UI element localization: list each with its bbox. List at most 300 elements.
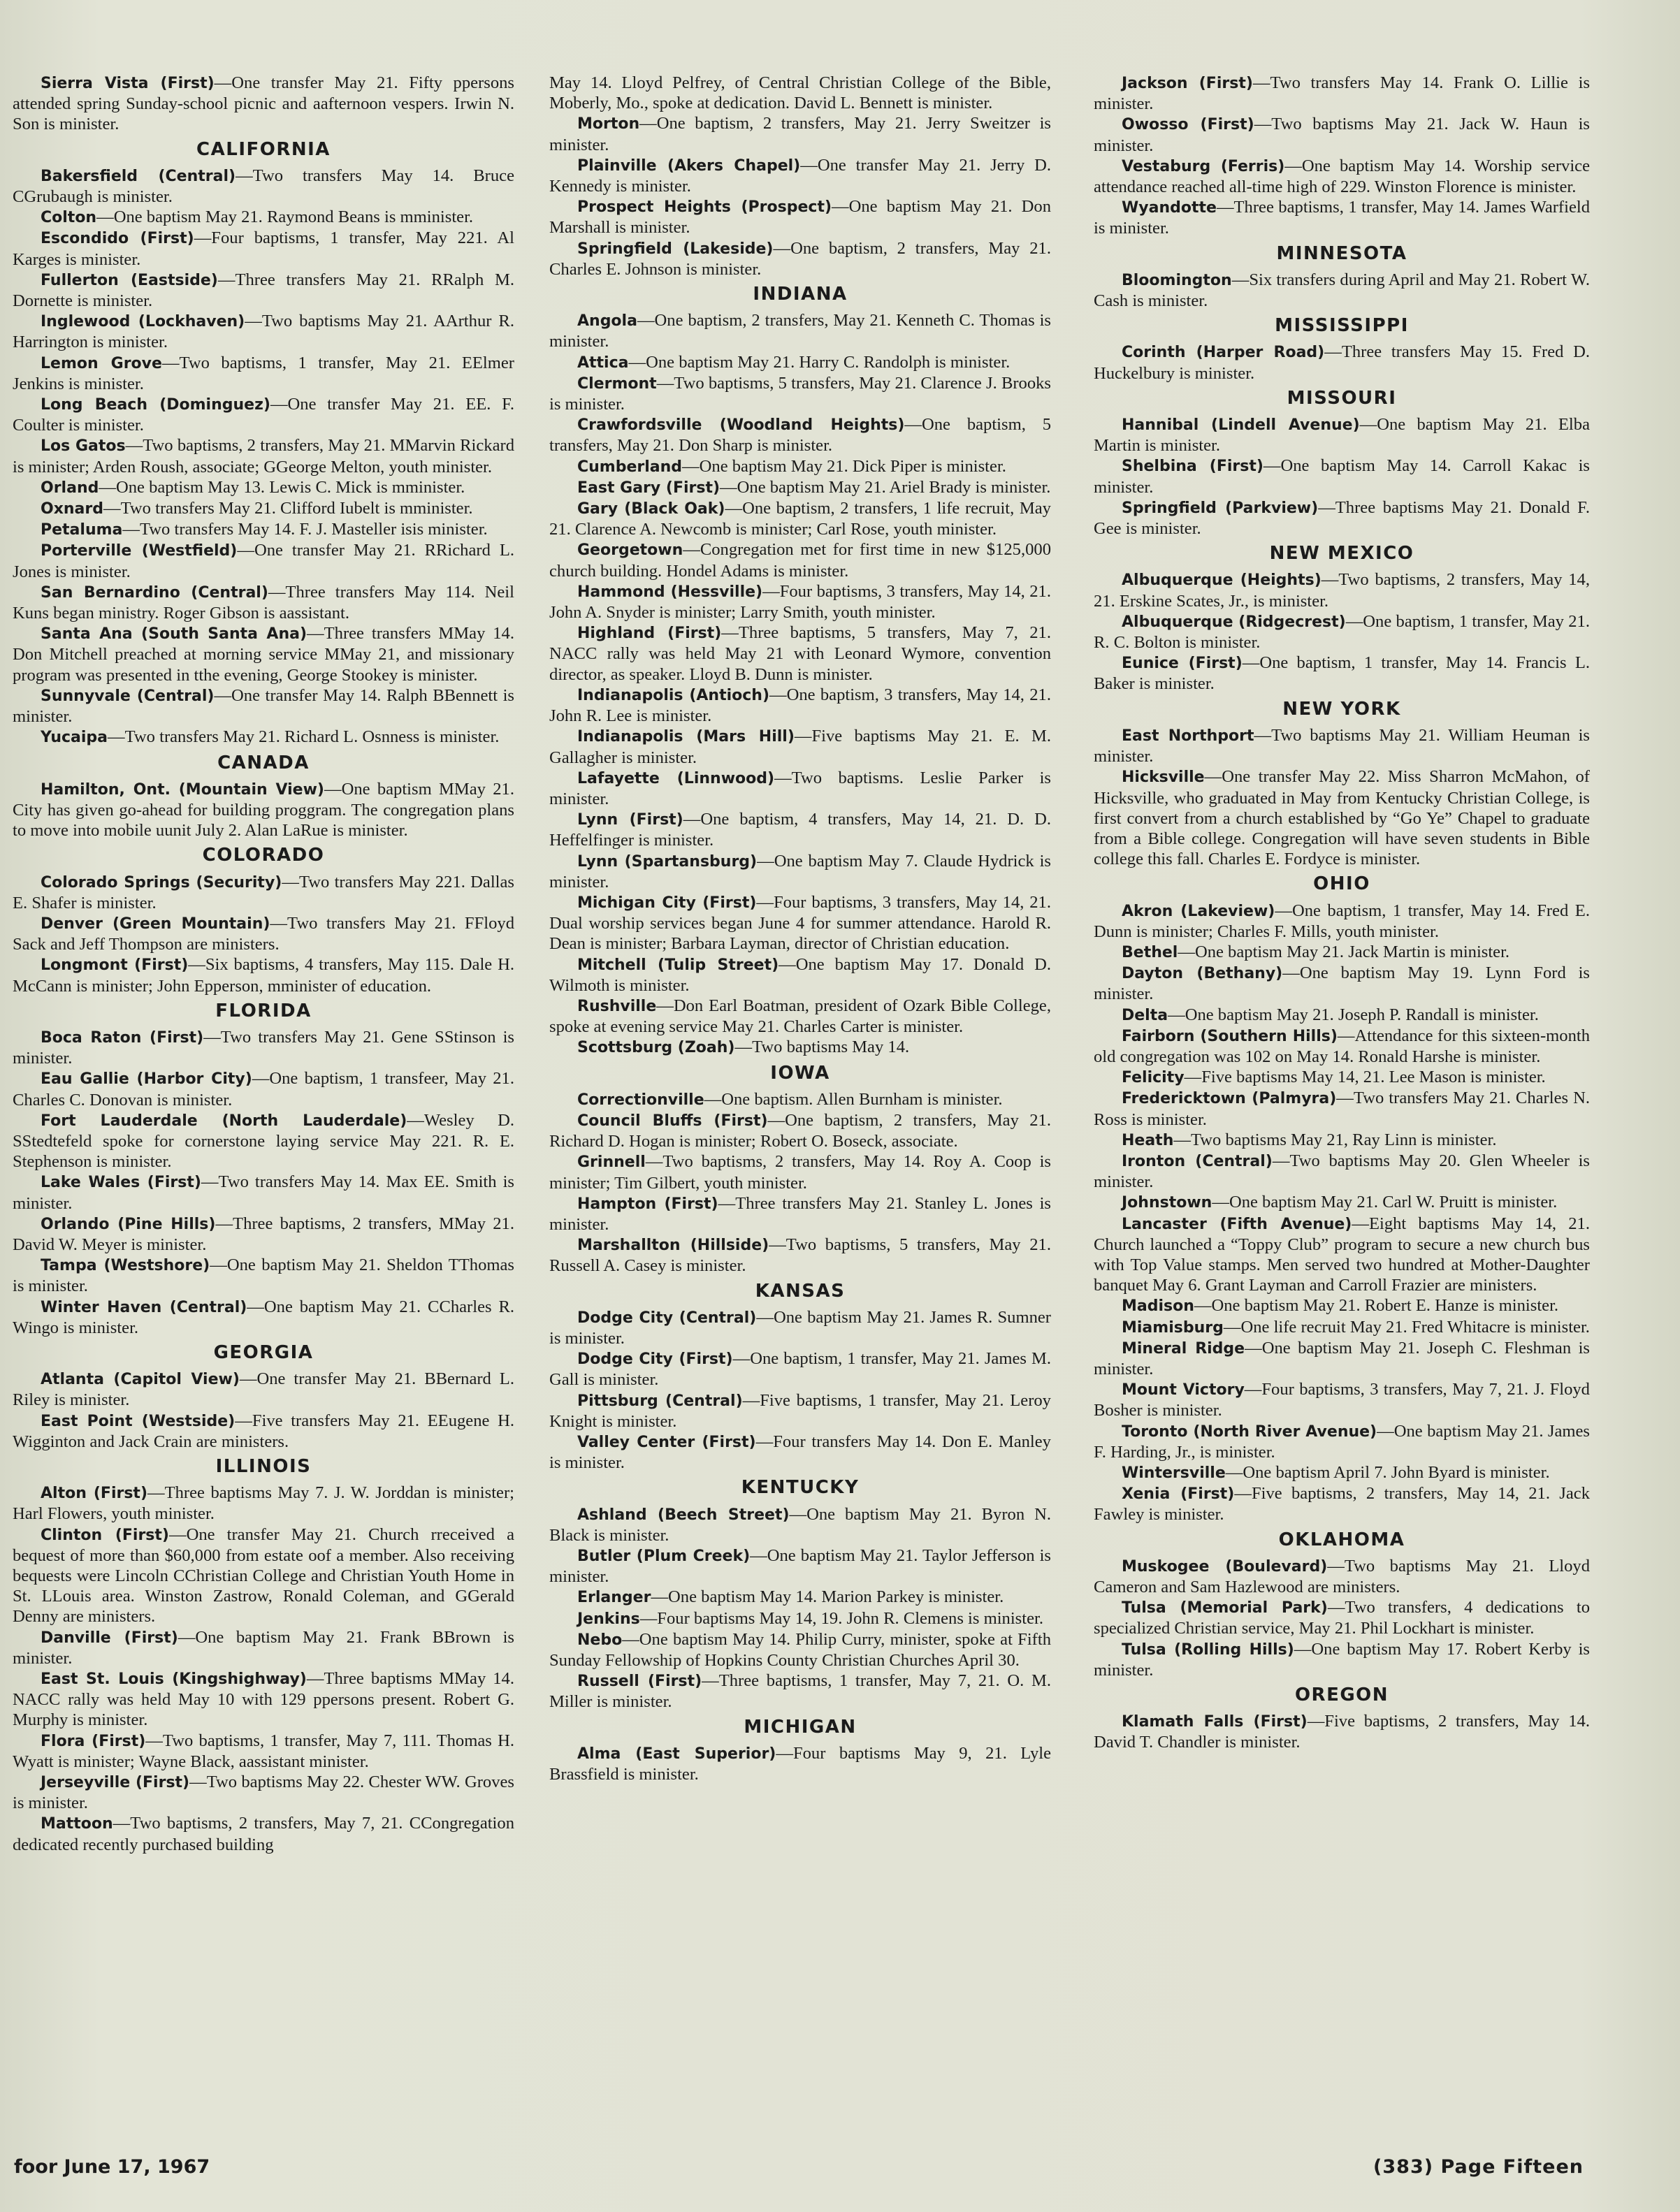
church-report-entry	[1094, 766, 1590, 869]
report-text: —One baptism, 1 transfer, May 21. James M. Gall is minister.	[549, 1349, 1052, 1390]
church-report-entry	[13, 582, 514, 623]
church-report-entry	[13, 353, 514, 394]
report-text: —Three baptisms, 1 transfer, May 14. James Warfield is minister.	[1094, 198, 1590, 238]
church-name: Vestaburg (Ferris)	[1122, 157, 1285, 175]
church-report-entry	[549, 1743, 1051, 1784]
church-name: Felicity	[1122, 1069, 1185, 1087]
church-report-entry	[549, 1629, 1051, 1671]
church-name: Johnstown	[1122, 1194, 1212, 1212]
church-name: Bakersfield (Central)	[41, 167, 236, 185]
church-name: Lake Wales (First)	[41, 1174, 201, 1192]
state-heading: GEORGIA	[213, 1341, 314, 1363]
state-heading: ILLINOIS	[215, 1456, 312, 1477]
report-text: —One baptism May 14. Philip Curry, minister, spoke at Fifth Sunday Fellowship of Hopkins County Christian Churches April 30.	[549, 1629, 1051, 1671]
state-heading: KENTUCKY	[741, 1477, 860, 1499]
report-text: —One baptism May 14. Carroll Kakac is minister.	[1094, 456, 1590, 497]
state-heading: COLORADO	[202, 845, 325, 866]
church-report-entry	[1094, 1026, 1590, 1067]
church-name: Tulsa (Rolling Hills)	[1122, 1640, 1294, 1659]
church-name: Inglewood (Lockhaven)	[41, 313, 245, 331]
church-report-entry	[1094, 653, 1590, 694]
state-heading: NEW MEXICO	[1269, 543, 1414, 565]
report-text: —Five baptisms May 14, 21. Lee Mason is minister.	[1184, 1068, 1546, 1087]
report-text: —One baptism, 1 transfer, May 14. Fred E. Dunn is minister; Charles F. Mills, youth minister.	[1094, 901, 1590, 941]
church-report-entry	[13, 1813, 514, 1854]
church-name: Nebo	[577, 1631, 623, 1649]
church-report-entry	[1094, 1214, 1590, 1296]
church-report-entry	[1094, 1338, 1590, 1379]
church-report-entry	[1094, 569, 1590, 611]
church-report-entry	[549, 113, 1051, 154]
report-text: —Four baptisms, 3 transfers, May 14, 21. John A. Snyder is minister; Larry Smith, youth minister.	[549, 581, 1051, 623]
report-text: —Eight baptisms May 14, 21. Church launched a “Toppy Club” program to secure a new church bus with Top Value stamps. Men served two hundred at Mother-Daughter banquet May 6. Grant Layman and Carroll Frazier are ministers.	[1094, 1214, 1591, 1295]
church-report-entry	[13, 73, 514, 135]
church-report-entry	[549, 1307, 1051, 1348]
church-report-entry	[1094, 497, 1590, 539]
church-report-entry	[549, 1193, 1051, 1235]
church-report-entry	[549, 1671, 1051, 1712]
report-text: —One life recruit May 21. Fred Whitacre is minister.	[1223, 1317, 1590, 1337]
church-report-entry	[13, 779, 514, 841]
report-text: —Three transfers MMay 14. Don Mitchell preached at morning service MMay 21, and missionary program was presented in tthe evening, George Stookey is minister.	[13, 624, 515, 685]
church-name: Morton	[577, 115, 640, 133]
report-text: —Three transfers May 15. Fred D. Huckelbury is minister.	[1094, 342, 1590, 383]
report-text: —One baptism May 13. Lewis C. Mick is mminister.	[99, 477, 465, 497]
church-name: Heath	[1122, 1131, 1174, 1149]
report-text: —Two transfers May 14. Frank O. Lillie is minister.	[1094, 73, 1591, 114]
report-text: —One baptism, 3 transfers, May 14, 21. John R. Lee is minister.	[549, 685, 1051, 726]
church-name: Valley Center (First)	[577, 1434, 756, 1451]
church-name: Akron (Lakeview)	[1122, 902, 1275, 920]
church-name: Springfield (Lakeside)	[577, 240, 774, 258]
church-name: Lafayette (Linnwood)	[577, 769, 775, 787]
report-text: —Two transfers May 14. Bruce CGrubaugh is minister.	[13, 166, 514, 207]
church-report-entry	[549, 954, 1051, 996]
report-text: —Two baptisms, 2 transfers, May 14, 21. Erskine Scates, Jr., is minister.	[1094, 570, 1590, 611]
church-report-entry	[1094, 1088, 1590, 1129]
church-report-entry	[549, 581, 1051, 623]
church-name: Wyandotte	[1122, 199, 1217, 217]
report-text: May 14. Lloyd Pelfrey, of Central Christian College of the Bible, Moberly, Mo., spoke at dedication. David L. Bennett is minister.	[549, 73, 1051, 113]
church-name: Colorado Springs (Security)	[41, 873, 282, 892]
church-report-entry	[549, 539, 1051, 581]
report-text: —Two baptisms May 14.	[734, 1038, 910, 1057]
report-text: —Three baptisms MMay 14. NACC rally was held May 10 with 129 ppersons present. Robert G. Murphy is minister.	[13, 1669, 514, 1730]
church-name: Lynn (Spartansburg)	[577, 852, 758, 871]
state-heading: INDIANA	[753, 284, 848, 305]
church-name: Clinton (First)	[41, 1526, 169, 1544]
footer-date: foor June 17, 1967	[14, 2156, 210, 2178]
church-report-entry	[1094, 1597, 1590, 1638]
church-report-entry	[549, 892, 1051, 954]
report-text: —One baptism May 21. Ariel Brady is minister.	[720, 477, 1051, 497]
church-name: Hammond (Hessville)	[577, 583, 763, 601]
church-name: Clermont	[577, 374, 657, 393]
church-report-entry	[13, 727, 514, 748]
state-heading: OKLAHOMA	[1278, 1529, 1405, 1550]
church-name: Lemon Grove	[41, 354, 162, 372]
report-text: —Two baptisms, 1 transfer, May 7, 111. Thomas H. Wyatt is minister; Wayne Black, aassistant minister.	[13, 1731, 514, 1771]
church-name: Madison	[1122, 1297, 1194, 1316]
church-report-entry	[13, 498, 514, 519]
report-text: —One transfer May 21. Jerry D. Kennedy is minister.	[549, 155, 1051, 196]
state-heading: OHIO	[1313, 873, 1370, 895]
report-text: —Two transfers May 21. Richard L. Osnness is minister.	[108, 727, 500, 747]
church-name: Alton (First)	[41, 1485, 148, 1503]
column-2	[549, 73, 1051, 1784]
church-report-entry	[549, 1037, 1051, 1058]
church-report-entry	[13, 954, 514, 996]
church-report-entry	[1094, 725, 1590, 766]
church-name: Owosso (First)	[1122, 116, 1254, 134]
church-name: Danville (First)	[41, 1629, 178, 1647]
church-report-entry	[549, 809, 1051, 850]
report-text: —Four baptisms May 9, 21. Lyle Brassfield is minister.	[549, 1743, 1052, 1784]
church-name: San Bernardino (Central)	[41, 583, 268, 602]
church-report-entry	[1094, 611, 1590, 653]
church-name: Corinth (Harper Road)	[1122, 344, 1325, 362]
church-name: Toronto (North River Avenue)	[1122, 1422, 1377, 1441]
church-name: Oxnard	[41, 500, 103, 518]
report-text: —Two baptisms, 2 transfers, May 21. MMarvin Rickard is minister; Arden Roush, associate; GGeorge Melton, youth minister.	[13, 436, 515, 476]
church-name: Orlando (Pine Hills)	[41, 1215, 216, 1233]
report-text: —One transfer May 21. RRichard L. Jones is minister.	[13, 541, 514, 581]
report-text: —Two baptisms, 2 transfers, May 14. Roy A. Coop is minister; Tim Gilbert, youth minister.	[549, 1152, 1051, 1193]
church-report-entry	[1094, 156, 1590, 197]
report-text: —Three baptisms, 1 transfer, May 7, 21. O. M. Miller is minister.	[549, 1671, 1051, 1712]
report-text: —Two transfers, 4 dedications to specialized Christian service, May 21. Phil Lockhart is minister.	[1094, 1598, 1590, 1638]
church-report-entry	[1094, 1005, 1590, 1026]
church-name: East Point (Westside)	[41, 1412, 236, 1430]
church-report-entry	[549, 1110, 1051, 1151]
report-text: —Three transfers May 21. RRalph M. Dornette is minister.	[13, 270, 514, 311]
report-text: —One baptism May 14. Marion Parkey is minister.	[651, 1587, 1004, 1607]
report-text: —One baptism May 21. Jack Martin is minister.	[1178, 942, 1510, 961]
church-name: Ashland (Beech Street)	[577, 1506, 790, 1524]
church-report-entry	[13, 623, 514, 685]
state-heading: CANADA	[217, 752, 310, 773]
church-name: Jenkins	[577, 1610, 640, 1628]
church-name: Orland	[41, 479, 99, 497]
church-report-entry	[1094, 414, 1590, 456]
church-report-entry	[1094, 1192, 1590, 1213]
church-report-entry	[13, 1483, 514, 1524]
church-report-entry	[13, 394, 514, 435]
report-text: —Two transfers May 221. Dallas E. Shafer is minister.	[13, 872, 514, 912]
church-report-entry	[1094, 901, 1590, 942]
church-report-entry	[549, 456, 1051, 477]
report-text: —Two transfers May 14. F. J. Masteller isis minister.	[122, 520, 488, 539]
church-report-entry	[13, 228, 514, 269]
state-heading: IOWA	[770, 1062, 830, 1084]
church-name: Springfield (Parkview)	[1122, 499, 1319, 517]
report-text: —Five transfers May 21. EEugene H. Wigginton and Jack Crain are ministers.	[13, 1411, 514, 1451]
church-report-entry	[13, 1731, 514, 1772]
church-report-entry	[1094, 197, 1590, 238]
church-name: Lancaster (Fifth Avenue)	[1122, 1215, 1352, 1233]
report-text: —One baptism May 14. Worship service attendance reached all-time high of 229. Winston Florence is minister.	[1094, 156, 1590, 197]
church-name: Ironton (Central)	[1122, 1152, 1273, 1170]
church-report-entry	[549, 1587, 1051, 1608]
report-text: —Three baptisms May 21. Donald F. Gee is minister.	[1094, 497, 1590, 539]
church-name: Alma (East Superior)	[577, 1745, 776, 1763]
church-report-entry	[549, 498, 1051, 539]
church-report-entry	[13, 207, 514, 228]
church-report-entry	[549, 726, 1051, 767]
church-name: Yucaipa	[41, 729, 108, 747]
church-name: Dodge City (Central)	[577, 1309, 757, 1327]
report-text: —One baptism May 17. Donald D. Wilmoth is minister.	[549, 954, 1051, 995]
church-name: Council Bluffs (First)	[577, 1112, 768, 1130]
report-text: —One baptism May 21. Robert E. Hanze is minister.	[1194, 1296, 1559, 1316]
church-name: Attica	[577, 354, 629, 372]
report-text: —Three baptisms May 7. J. W. Jorddan is minister; Harl Flowers, youth minister.	[13, 1483, 514, 1524]
church-name: Dayton (Bethany)	[1122, 965, 1283, 983]
church-name: Bloomington	[1122, 271, 1232, 289]
report-text: —One baptism, 2 transfers, May 21. Jerry Sweitzer is minister.	[549, 114, 1051, 154]
church-name: Pittsburg (Central)	[577, 1392, 743, 1410]
church-name: Rushville	[577, 997, 657, 1015]
church-name: Scottsburg (Zoah)	[577, 1039, 735, 1057]
church-report-entry	[13, 270, 514, 311]
report-text: —Two baptisms, 5 transfers, May 21. Clarence J. Brooks is minister.	[549, 373, 1051, 414]
report-text: —Congregation met for first time in new $125,000 church building. Hondel Adams is minister.	[549, 540, 1051, 581]
church-name: Jerseyville (First)	[41, 1774, 190, 1792]
church-name: Atlanta (Capitol View)	[41, 1371, 240, 1389]
church-name: Tampa (Westshore)	[41, 1257, 210, 1275]
church-report-entry	[13, 1772, 514, 1813]
church-report-entry	[1094, 963, 1590, 1004]
church-report-entry	[549, 623, 1051, 685]
church-name: Sunnyvale (Central)	[41, 687, 215, 705]
church-name: Indianapolis (Mars Hill)	[577, 728, 795, 746]
report-text: —One baptism May 21. Don Marshall is minister.	[549, 197, 1051, 238]
church-name: Erlanger	[577, 1589, 651, 1607]
state-heading: MICHIGAN	[744, 1716, 857, 1738]
church-report-entry	[549, 996, 1051, 1037]
report-text: —Six transfers during April and May 21. Robert W. Cash is minister.	[1094, 270, 1590, 311]
report-text: —One baptism May 21. Elba Martin is minister.	[1094, 415, 1590, 456]
report-text: —One baptism May 21. Raymond Beans is mminister.	[96, 208, 474, 227]
church-name: Miamisburg	[1122, 1318, 1224, 1337]
church-report-entry	[13, 1627, 514, 1668]
report-text: —One baptism. Allen Burnham is minister.	[704, 1089, 1003, 1109]
church-report-entry	[1094, 1295, 1590, 1316]
report-text: —One baptism May 21. Joseph P. Randall is minister.	[1168, 1005, 1539, 1024]
church-report-entry	[549, 1235, 1051, 1276]
church-report-entry	[1094, 1067, 1590, 1088]
church-name: Hannibal (Lindell Avenue)	[1122, 416, 1360, 435]
church-name: Hamilton, Ont. (Mountain View)	[41, 780, 324, 799]
church-name: Escondido (First)	[41, 230, 194, 248]
church-name: Muskogee (Boulevard)	[1122, 1557, 1328, 1576]
report-text: —Four baptisms, 3 transfers, May 7, 21. J. Floyd Bosher is minister.	[1094, 1380, 1590, 1420]
church-report-entry	[549, 1089, 1051, 1110]
church-report-entry	[549, 1151, 1051, 1193]
state-heading: MISSOURI	[1287, 387, 1397, 409]
church-name: East Gary (First)	[577, 479, 720, 497]
church-name: Mount Victory	[1122, 1381, 1245, 1399]
report-text: —One baptism MMay 21. City has given go-ahead for building proggram. The congregation plans to move into mobile uunit July 2. Alan LaRue is minister.	[13, 779, 514, 841]
report-text: —One baptism May 21. Harry C. Randolph is minister.	[628, 352, 1011, 372]
church-name: Dodge City (First)	[577, 1351, 733, 1369]
report-text: —One transfer May 21. Church rreceived a bequest of more than $60,000 from estate oof a member. Also receiving bequests were Lincoln CChristian College and Christian Youth Home in St. LLouis area. Winston Zastrow, Ronald Coleman, and GGerald Denny are ministers.	[13, 1525, 515, 1627]
church-report-entry	[549, 1432, 1051, 1473]
church-report-entry	[13, 540, 514, 581]
church-report-entry	[13, 1525, 514, 1627]
column-3	[1094, 73, 1590, 1753]
report-text: —One baptism May 21. Byron N. Black is minister.	[549, 1504, 1052, 1545]
report-text: —One baptism May 21. Sheldon TThomas is minister.	[13, 1256, 514, 1296]
report-text: —One baptism May 19. Lynn Ford is minister.	[1094, 963, 1590, 1004]
report-text: —Three transfers May 114. Neil Kuns began ministry. Roger Gibson is aassistant.	[13, 582, 514, 623]
church-report-entry	[549, 1608, 1051, 1629]
report-text: —Two transfers May 21. FFloyd Sack and Jeff Thompson are ministers.	[13, 913, 514, 954]
church-name: Porterville (Westfield)	[41, 542, 238, 560]
church-report-entry	[549, 238, 1051, 279]
church-report-entry	[1094, 1317, 1590, 1338]
church-name: Russell (First)	[577, 1673, 702, 1691]
church-report-entry	[1094, 1151, 1590, 1192]
report-text: —Five baptisms, 2 transfers, May 14, 21. Jack Fawley is minister.	[1094, 1484, 1591, 1525]
state-heading: MINNESOTA	[1276, 242, 1407, 264]
church-name: Hicksville	[1122, 769, 1205, 787]
church-report-entry	[13, 685, 514, 727]
church-report-entry	[13, 1027, 514, 1068]
report-text: —One baptism, 1 transfer, May 14. Francis L. Baker is minister.	[1094, 653, 1590, 694]
report-text: —Wesley D. SStedtefeld spoke for cornerstone laying service May 221. R. E. Stephenson is minister.	[13, 1110, 514, 1172]
report-text: —Three baptisms, 2 transfers, MMay 21. David W. Meyer is minister.	[13, 1214, 514, 1254]
church-name: Correctionville	[577, 1091, 704, 1109]
church-name: Klamath Falls (First)	[1122, 1713, 1308, 1731]
report-text: —Four transfers May 14. Don E. Manley is minister.	[549, 1432, 1051, 1473]
state-heading: NEW YORK	[1282, 698, 1401, 720]
church-report-entry	[549, 373, 1051, 414]
church-report-entry	[549, 1348, 1051, 1390]
report-text: —Four baptisms, 1 transfer, May 221. Al Karges is minister.	[13, 228, 514, 269]
church-report-entry	[549, 685, 1051, 726]
state-heading: FLORIDA	[215, 1000, 312, 1021]
report-text: —One transfer May 21. EE. F. Coulter is minister.	[13, 395, 514, 435]
church-report-entry	[549, 310, 1051, 351]
church-name: Angola	[577, 312, 637, 330]
church-report-entry	[13, 1110, 514, 1172]
report-text: —Three transfers May 21. Stanley L. Jones is minister.	[549, 1193, 1051, 1234]
report-text: —Two baptisms, 5 transfers, May 21. Russell A. Casey is minister.	[549, 1235, 1051, 1276]
report-text: —Four baptisms May 14, 19. John R. Clemens is minister.	[639, 1608, 1043, 1628]
report-text: —Two baptisms May 21. William Heuman is minister.	[1094, 725, 1590, 766]
church-name: Eau Gallie (Harbor City)	[41, 1070, 252, 1089]
church-report-entry	[1094, 456, 1590, 497]
church-report-entry	[13, 1297, 514, 1338]
church-name: Plainville (Akers Chapel)	[577, 157, 801, 175]
church-name: Cumberland	[577, 458, 683, 476]
report-text: —Two baptisms May 21. Jack W. Haun is minister.	[1094, 115, 1590, 155]
church-name: Prospect Heights (Prospect)	[577, 198, 832, 217]
church-report-entry	[1094, 1639, 1590, 1680]
report-text: —One baptism May 17. Robert Kerby is minister.	[1094, 1639, 1590, 1680]
report-text: —Four baptisms, 3 transfers, May 14, 21. Dual worship services began June 4 for summer attendance. Harold R. Dean is minister; Barbara Layman, director of Christian education.	[549, 892, 1052, 954]
church-report-entry	[1094, 114, 1590, 155]
church-name: Jackson (First)	[1122, 75, 1253, 92]
church-name: Shelbina (First)	[1122, 458, 1263, 476]
report-text: —Two baptisms, 2 transfers, May 7, 21. CCongregation dedicated recently purchased building	[13, 1814, 514, 1854]
report-text: —One baptism May 21. Carl W. Pruitt is minister.	[1212, 1193, 1558, 1212]
church-name: Crawfordsville (Woodland Heights)	[577, 416, 905, 435]
church-report-entry	[549, 477, 1051, 498]
church-name: Longmont (First)	[41, 956, 189, 975]
report-text: —Two baptisms, 1 transfer, May 21. EElmer Jenkins is minister.	[13, 353, 514, 393]
church-name: Tulsa (Memorial Park)	[1122, 1599, 1328, 1617]
column-1	[13, 73, 514, 1855]
church-report-entry	[13, 477, 514, 498]
state-heading: OREGON	[1294, 1685, 1389, 1706]
report-text: —Six baptisms, 4 transfers, May 115. Dale H. McCann is minister; John Epperson, mminister of education.	[13, 955, 514, 996]
church-report-entry	[13, 1369, 514, 1410]
report-text: —One baptism May 7. Claude Hydrick is minister.	[549, 851, 1051, 892]
report-text: —Three baptisms, 5 transfers, May 7, 21. NACC rally was held May 21 with Leonard Wymore, convention director, as speaker. Lloyd B. Dunn is minister.	[549, 623, 1051, 684]
church-name: Marshallton (Hillside)	[577, 1237, 769, 1255]
report-text: —Five baptisms, 2 transfers, May 14. David T. Chandler is minister.	[1094, 1712, 1590, 1752]
report-text: —One baptism, 5 transfers, May 21. Don Sharp is minister.	[549, 415, 1051, 456]
church-name: Delta	[1122, 1006, 1168, 1024]
church-name: Butler (Plum Creek)	[577, 1548, 751, 1566]
report-text: —One baptism, 1 transfeer, May 21. Charles C. Donovan is minister.	[13, 1069, 514, 1109]
church-name: East Northport	[1122, 727, 1254, 745]
church-report-entry	[1094, 1483, 1590, 1525]
church-report-entry	[1094, 942, 1590, 963]
church-name: Wintersville	[1122, 1464, 1226, 1482]
state-heading: MISSISSIPPI	[1275, 315, 1409, 337]
report-text: —Two transfers May 21. Gene SStinson is minister.	[13, 1027, 514, 1068]
church-report-entry	[1094, 1130, 1590, 1151]
report-text: —One baptism May 21. Dick Piper is minister.	[682, 456, 1006, 476]
church-name: Gary (Black Oak)	[577, 500, 725, 518]
report-text: —One baptism, 2 transfers, 1 life recruit, May 21. Clarence A. Newcomb is minister; Carl Rose, youth minister.	[549, 499, 1051, 539]
church-report-entry	[549, 352, 1051, 373]
church-report-entry	[1094, 1379, 1590, 1420]
report-text: —One baptism, 4 transfers, May 14, 21. D. D. Heffelfinger is minister.	[549, 810, 1051, 850]
church-report-entry	[1094, 270, 1590, 311]
church-name: Boca Raton (First)	[41, 1028, 204, 1047]
church-name: Grinnell	[577, 1154, 646, 1172]
church-report-entry	[1094, 1462, 1590, 1483]
church-name: Denver (Green Mountain)	[41, 915, 270, 933]
church-name: Highland (First)	[577, 625, 722, 643]
report-text: —One transfer May 21. Fifty ppersons attended spring Sunday-school picnic and aafternoon vespers. Irwin N. Son is minister.	[13, 73, 514, 134]
report-text: —One baptism May 21. Joseph C. Fleshman is minister.	[1094, 1338, 1590, 1378]
report-text: —One baptism, 2 transfers, May 21. Charles E. Johnson is minister.	[549, 238, 1051, 279]
report-text: —One baptism May 21. James R. Sumner is minister.	[549, 1307, 1051, 1348]
church-report-entry	[549, 1504, 1051, 1545]
church-name: Albuquerque (Ridgecrest)	[1122, 613, 1346, 631]
church-name: Sierra Vista (First)	[41, 75, 215, 92]
church-name: Mineral Ridge	[1122, 1339, 1245, 1358]
church-report-entry	[549, 1545, 1051, 1587]
report-text: —Two baptisms May 22. Chester WW. Groves is minister.	[13, 1773, 514, 1813]
church-name: Hampton (First)	[577, 1195, 718, 1213]
church-name: Fort Lauderdale (North Lauderdale)	[41, 1112, 407, 1130]
church-report-entry	[549, 1390, 1051, 1432]
report-text: —Five baptisms May 21. E. M. Gallagher is minister.	[549, 727, 1051, 767]
church-name: Mitchell (Tulip Street)	[577, 956, 779, 974]
church-report-entry	[13, 1411, 514, 1452]
church-report-entry	[549, 414, 1051, 456]
report-text: —Two baptisms May 21, Ray Linn is minister.	[1173, 1130, 1497, 1149]
church-name: Fairborn (Southern Hills)	[1122, 1027, 1338, 1045]
church-name: Lynn (First)	[577, 811, 683, 829]
church-name: Albuquerque (Heights)	[1122, 572, 1321, 590]
